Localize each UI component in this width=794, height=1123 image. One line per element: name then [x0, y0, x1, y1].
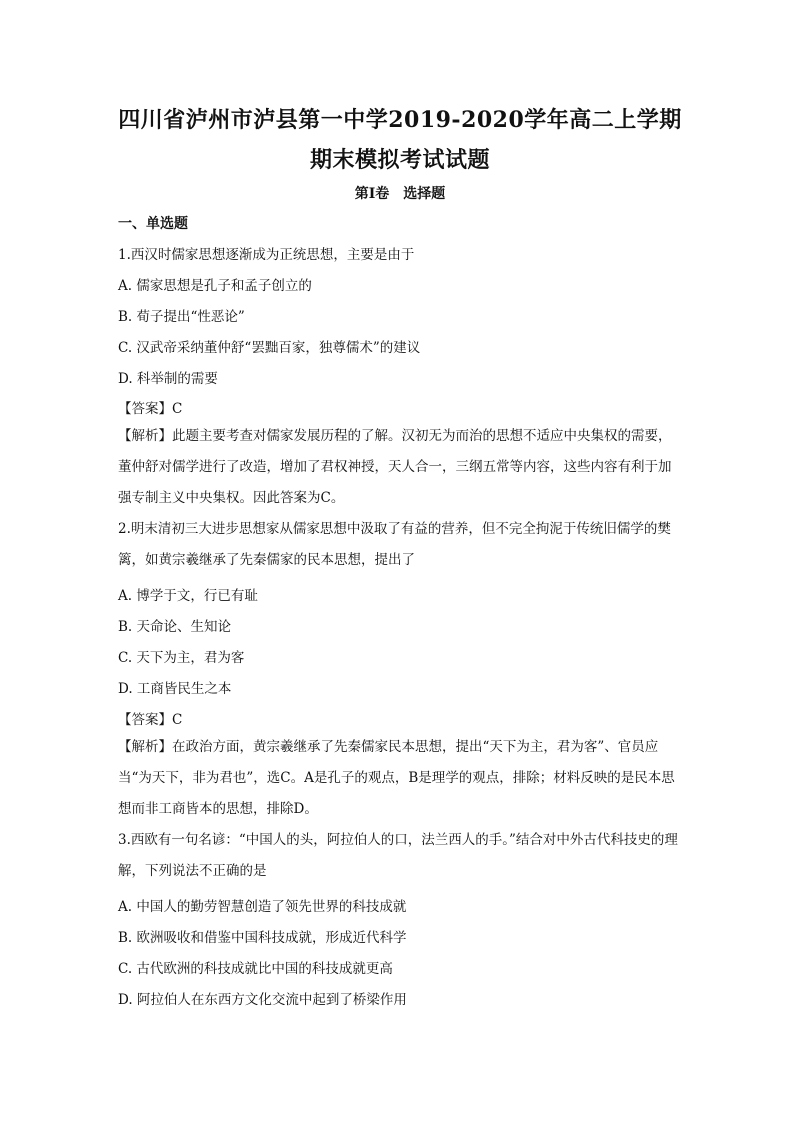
option-b: B. 荀子提出“性恶论” — [118, 308, 245, 325]
question-stem: 2.明末清初三大进步思想家从儒家思想中汲取了有益的营养，但不完全拘泥于传统旧儒学的樊篱，如黄宗羲继承了先秦儒家的民本思想，提出了 — [118, 521, 671, 568]
analysis: 【解析】此题主要考查对儒家发展历程的了解。汉初无为而治的思想不适应中央集权的需要，董仲舒对儒学进行了改造，增加了君权神授，天人合一，三纲五常等内容，这些内容有利于加强专制主义中央集权。因此答案为C。 — [118, 428, 672, 506]
option-a: A. 中国人的勤劳智慧创造了领先世界的科技成就 — [118, 898, 407, 915]
question-stem: 3.西欧有一句名谚：“中国人的头，阿拉伯人的口，法兰西人的手。”结合对中外古代科技史的理解，下列说法不正确的是 — [118, 831, 678, 879]
option-b: B. 欧洲吸收和借鉴中国科技成就，形成近代科学 — [118, 929, 407, 946]
option-d: D. 工商皆民生之本 — [118, 681, 232, 697]
question-3 — [118, 825, 682, 1011]
option-a: A. 儒家思想是孔子和孟子创立的 — [118, 277, 312, 294]
option-b: B. 天命论、生知论 — [118, 619, 232, 635]
option-d: D. 科举制的需要 — [118, 370, 218, 387]
option-c: C. 古代欧洲的科技成就比中国的科技成就更高 — [118, 960, 393, 977]
option-c: C. 汉武帝采纳董仲舒“罢黜百家，独尊儒术”的建议 — [118, 339, 421, 356]
answer: 【答案】C — [118, 711, 183, 728]
option-d: D. 阿拉伯人在东西方文化交流中起到了桥梁作用 — [118, 991, 407, 1008]
document-title-line-1: 四川省泸州市泸县第一中学2019-2020学年高二上学期 — [118, 107, 682, 133]
option-a: A. 博学于文，行已有耻 — [118, 588, 258, 604]
question-stem: 1.西汉时儒家思想逐渐成为正统思想，主要是由于 — [118, 246, 415, 263]
option-c: C. 天下为主，君为客 — [118, 650, 245, 666]
analysis: 【解析】在政治方面，黄宗羲继承了先秦儒家民本思想，提出“天下为主，君为客”、官员应当“为天下，非为君也”，选C。A是孔子的观点，B是理学的观点，排除；材料反映的是民本思想而非工商皆本的思想，排除D。 — [118, 738, 675, 817]
paper-part-heading: 第I卷 选择题 — [354, 186, 446, 202]
question-2 — [118, 514, 682, 825]
answer: 【答案】C — [118, 401, 183, 417]
section-heading: 一、单选题 — [118, 216, 188, 232]
document-title-line-2: 期末模拟考试试题 — [309, 147, 490, 173]
question-1 — [118, 244, 682, 515]
